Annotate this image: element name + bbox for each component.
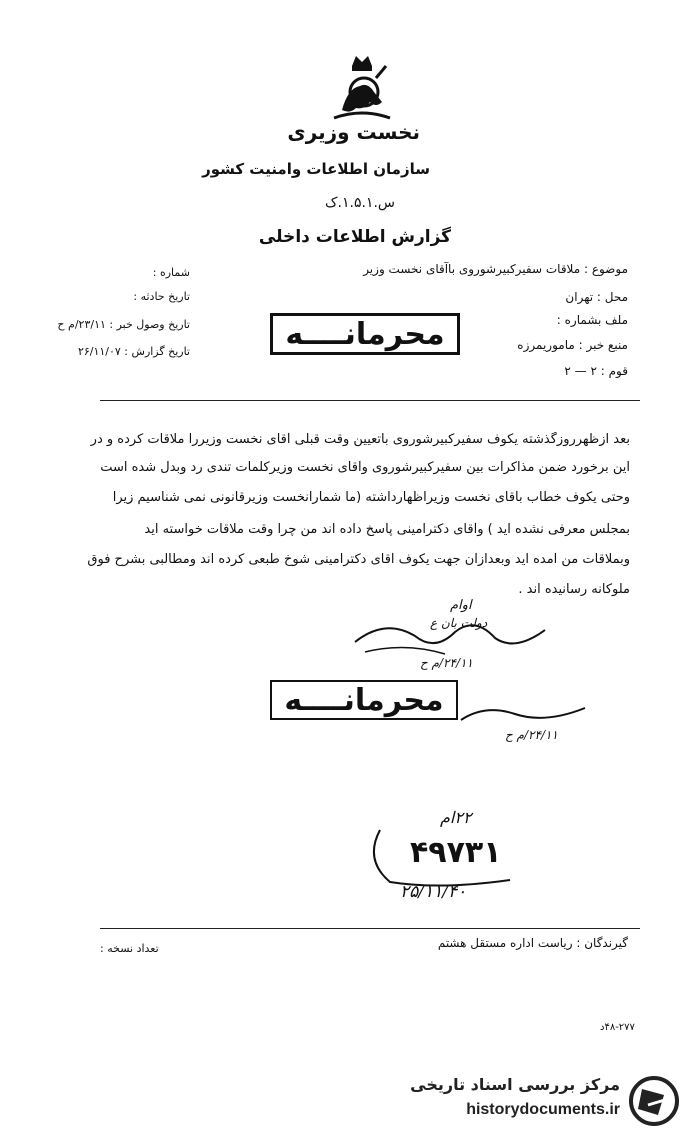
watermark-url: historydocuments.ir (466, 1101, 620, 1118)
place-field: محل : تهران (565, 290, 628, 304)
org-name-line1: نخست وزیری (287, 120, 420, 144)
archive-logo-icon (628, 1075, 680, 1127)
signature (345, 612, 555, 662)
body-line: وحتی یکوف خطاب بآقای نخست وزیراظهارداشته (ما شمارانخست وزیرقانونی نمی شناسیم زیرا (112, 490, 630, 505)
signature (455, 700, 595, 730)
body-line: بمجلس معرفی نشده اید ) وآقای دکترامینی پاسخ داده اند من چرا وقت ملاقات خواسته اید (144, 522, 630, 537)
subject-field: موضوع : ملاقات سفیرکبیرشوروی باآقای نخست وزیر (363, 262, 628, 276)
handwritten-date: ۲۴/۱۱/م ح (505, 728, 558, 742)
handwritten-note: دولت بان ع (430, 616, 488, 630)
body-line: این برخورد ضمن مذاکرات بین سفیرکبیرشوروی وآقای نخست وزیرکلمات تندی رد وبدل شده است (100, 460, 630, 475)
handwritten-date: ۲۴/۱۱/م ح (420, 656, 473, 670)
attached-file-field: ملف بشماره : (556, 313, 628, 327)
lion-and-sun-emblem (330, 52, 394, 122)
org-code: س.۱.۵.۱.ک (325, 195, 395, 211)
registration-number: ۴۹۷۳۱ (410, 835, 502, 870)
handwritten-note: اوام (450, 598, 472, 613)
number-field: شماره : (152, 266, 190, 279)
divider-top (100, 400, 640, 401)
form-code: ۴۸-۲۷۷د (600, 1022, 635, 1033)
watermark-title: مرکز بررسی اسناد تاریخی (410, 1075, 620, 1094)
confidential-stamp-lower: محرمانــــه (270, 680, 458, 720)
registration-mark: ۲۲ام (440, 808, 472, 827)
body-line: بعد ازظهرروزگذشته یکوف سفیرکبیرشوروی باتعیین وقت قبلی آقای نخست وزیررا ملاقات کرده و در (90, 432, 630, 447)
copies-field: تعداد نسخه : (100, 942, 159, 955)
body-line: ملوکانه رسانیده اند . (518, 582, 630, 597)
source-field: منبع خبر : ماموریمرزه (517, 338, 628, 352)
watermark-footer (0, 1065, 700, 1135)
grade-field: قوم : ۲ — ۲ (564, 364, 628, 378)
recipients-field: گیرندگان : ریاست اداره مستقل هشتم (437, 936, 628, 950)
report-date-field: تاریخ گزارش : ۲۶/۱۱/۰۷ (77, 345, 190, 358)
event-date-field: تاریخ حادثه : (133, 290, 190, 303)
divider-bottom (100, 928, 640, 929)
confidential-stamp: محرمانــــه (270, 313, 460, 355)
registration-date: ۲۵/۱۱/۴۰ (400, 882, 467, 902)
report-title: گزارش اطلاعات داخلی (258, 227, 452, 247)
body-line: وبملاقات من آمده اید وبعدازآن جهت یکوف آقای دکترامینی شوخ طبعی کرده اند ومطالبی بشرح فوق (87, 552, 630, 567)
org-name-line2: سازمان اطلاعات وامنیت کشور (202, 160, 430, 178)
received-date-field: تاریخ وصول خبر : ۲۳/۱۱/م ح (57, 318, 190, 331)
registration-stamp-outline (360, 820, 520, 890)
